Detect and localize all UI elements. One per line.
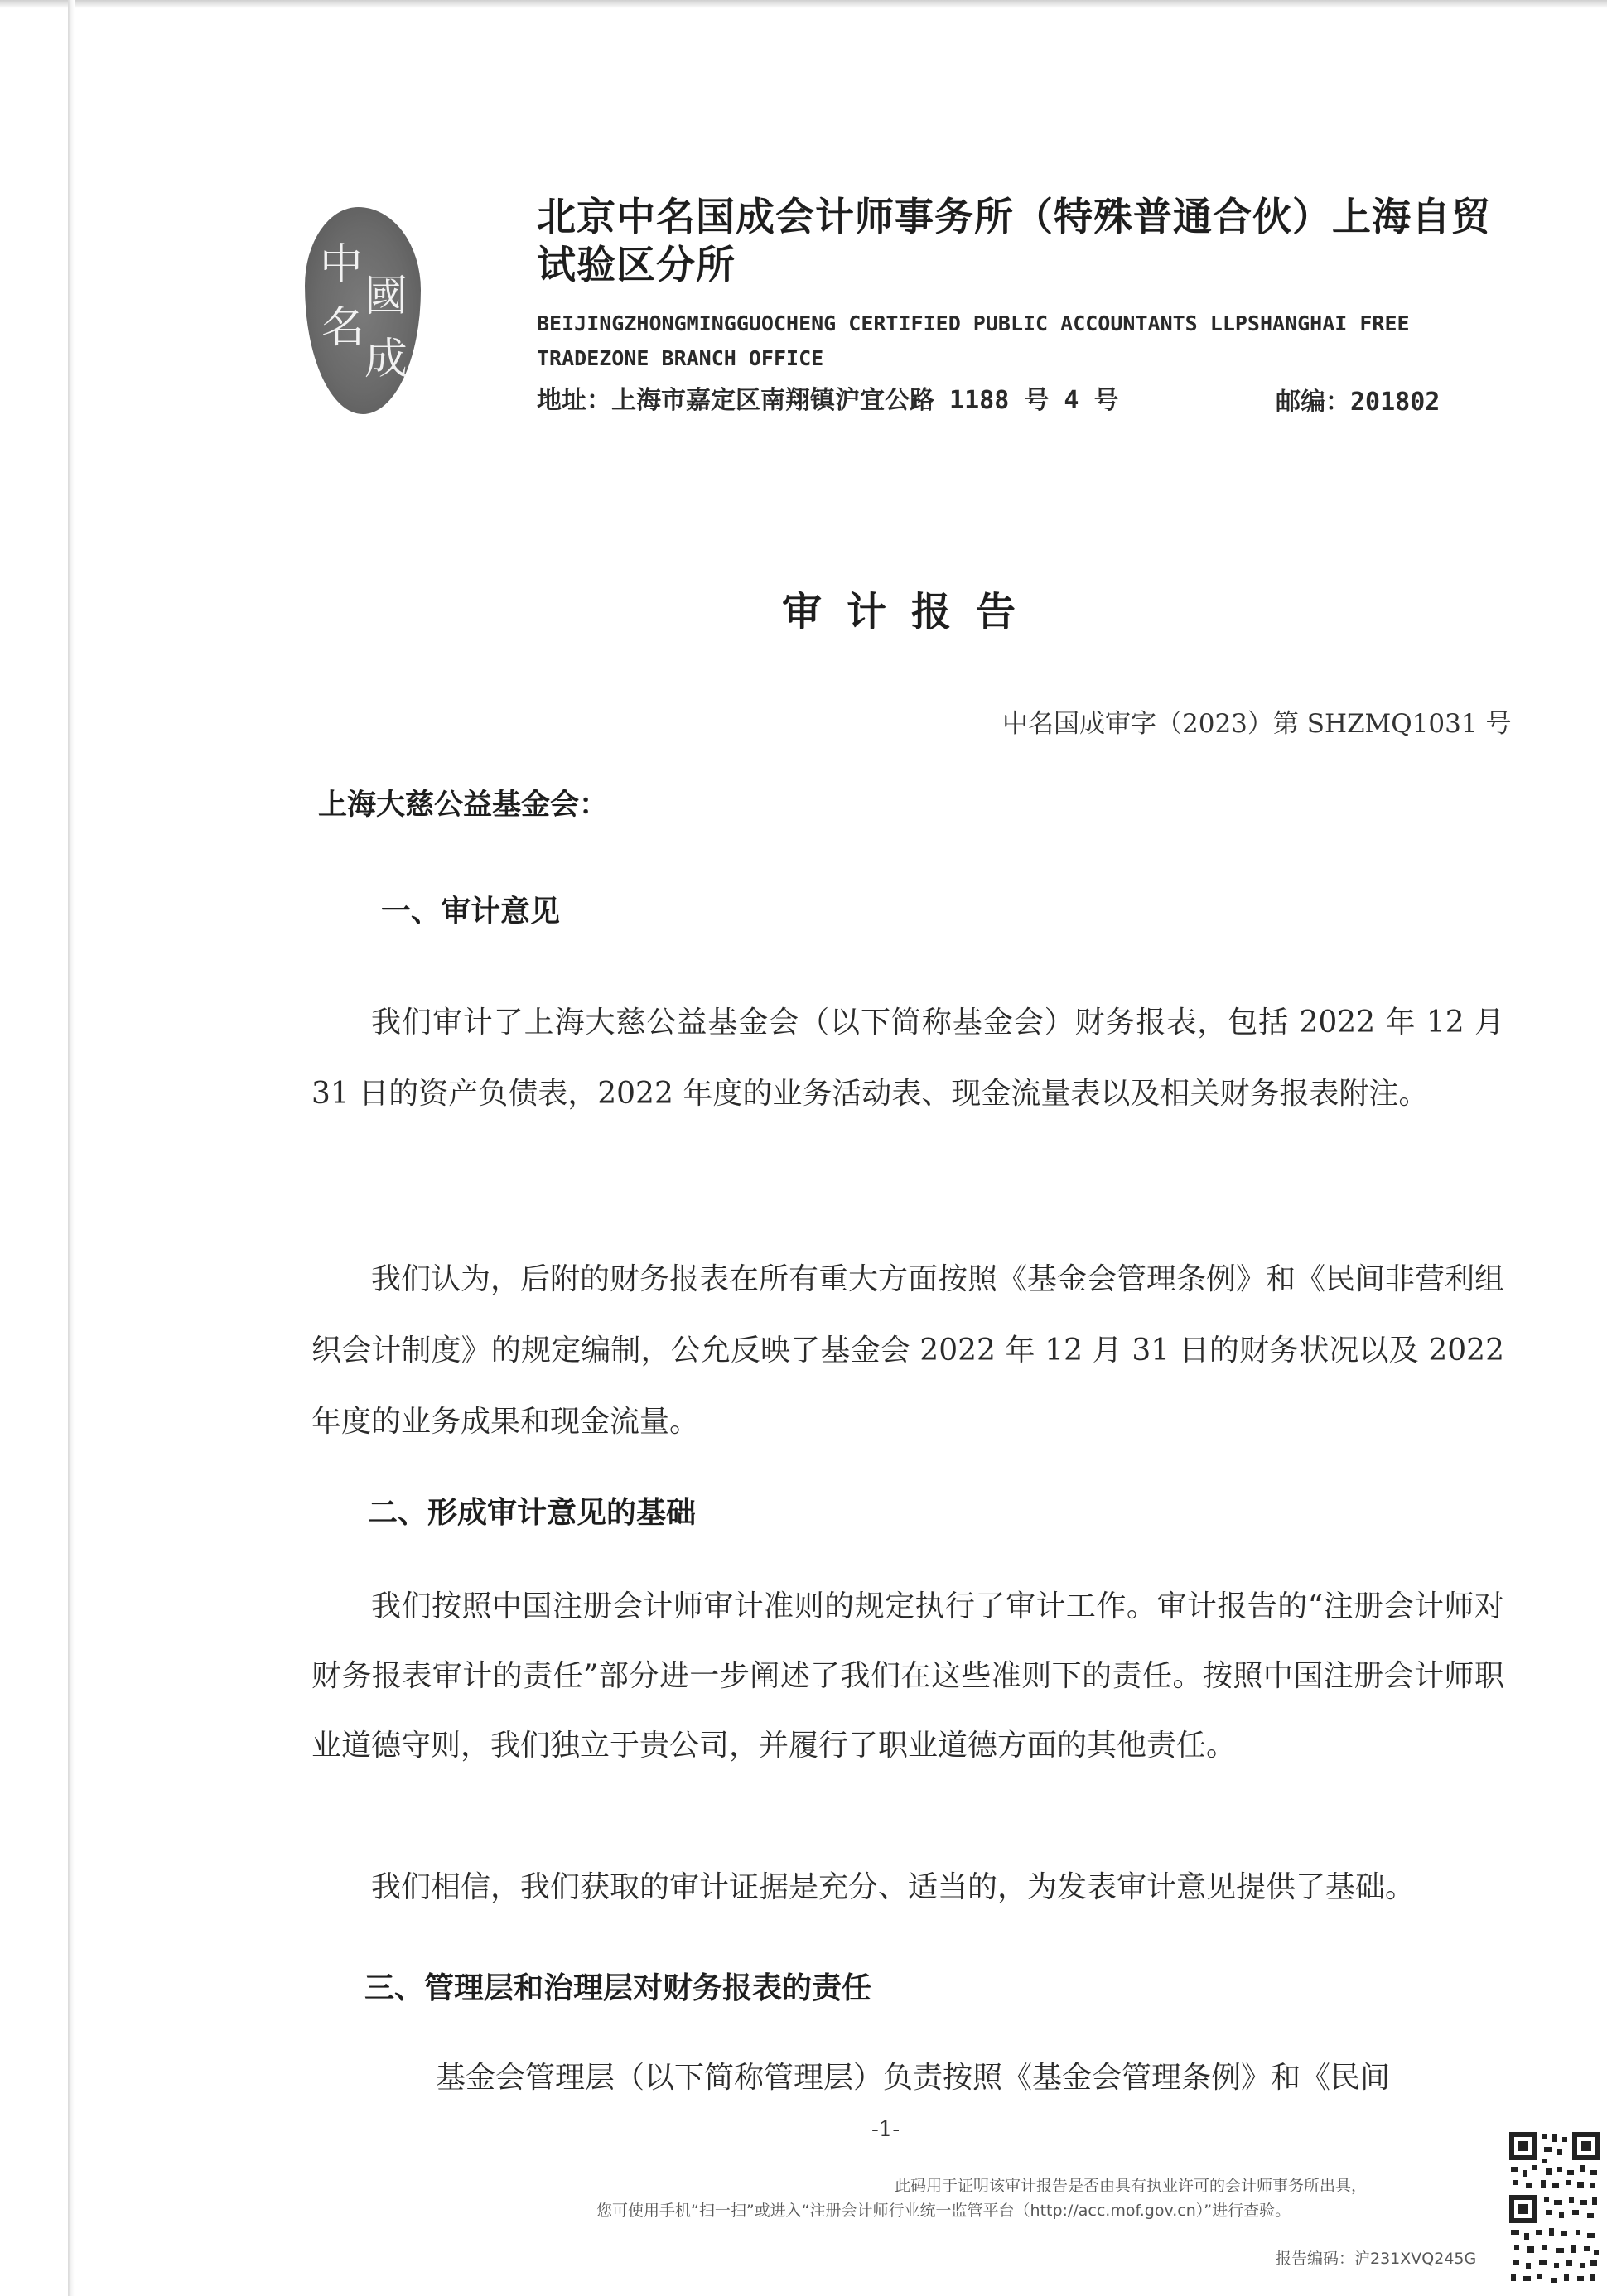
verification-note: 您可使用手机“扫一扫”或进入“注册会计师行业统一监管平台（http://acc.mof.gov.cn）”进行查验。 [596, 2202, 1291, 2220]
section-heading: 二、形成审计意见的基础 [368, 1496, 697, 1530]
paragraph: 我们相信，我们获取的审计证据是充分、适当的，为发表审计意见提供了基础。 [371, 1870, 1416, 1904]
firm-address: 地址：上海市嘉定区南翔镇沪宜公路 1188 号 4 号 [537, 386, 1119, 415]
seal-char: 中 [320, 240, 364, 290]
report-code: 报告编码：沪231XVQ245G [1276, 2250, 1477, 2268]
seal-char: 國 [364, 272, 408, 321]
paragraph: 我们审计了上海大慈公益基金会（以下简称基金会）财务报表，包括 2022 年 12 月 31 日的资产负债表，2022 年度的业务活动表、现金流量表以及相关财务报表附注。 [311, 1006, 1504, 1111]
seal-char: 名 [321, 303, 365, 353]
firm-name-chinese: 北京中名国成会计师事务所（特殊普通合伙）上海自贸试验区分所 [537, 195, 1491, 288]
section-heading: 三、管理层和治理层对财务报表的责任 [364, 1971, 872, 2005]
report-reference-number: 中名国成审字（2023）第 SHZMQ1031 号 [1002, 709, 1512, 739]
page-number: -1- [871, 2117, 900, 2142]
section-heading: 一、审计意见 [381, 895, 561, 929]
seal-char: 成 [364, 335, 408, 384]
paragraph: 基金会管理层（以下简称管理层）负责按照《基金会管理条例》和《民间 [436, 2061, 1391, 2095]
report-addressee: 上海大慈公益基金会： [318, 789, 609, 822]
firm-name-english: BEIJINGZHONGMINGGUOCHENG CERTIFIED PUBLIC ACCOUNTANTS LLPSHANGHAI FREE TRADEZONE BRANCH OFFICE [537, 311, 1410, 370]
firm-postcode: 邮编：201802 [1276, 388, 1441, 417]
scan-page-edge [68, 0, 75, 2296]
paragraph: 我们认为，后附的财务报表在所有重大方面按照《基金会管理条例》和《民间非营利组织会计制度》的规定编制，公允反映了基金会 2022 年 12 月 31 日的财务状况以及 2022 年度的业务成果和现金流量。 [311, 1262, 1505, 1439]
firm-seal-logo [305, 207, 421, 414]
paragraph: 我们按照中国注册会计师审计准则的规定执行了审计工作。审计报告的“注册会计师对财务报表审计的责任”部分进一步阐述了我们在这些准则下的责任。按照中国注册会计师职业道德守则，我们独立于贵公司，并履行了职业道德方面的其他责任。 [311, 1589, 1504, 1763]
verification-note: 此码用于证明该审计报告是否由具有执业许可的会计师事务所出具， [895, 2177, 1368, 2195]
report-title: 审计报告 [781, 589, 1040, 635]
scan-top-edge [0, 0, 1607, 8]
verification-qr-code [1508, 2130, 1602, 2288]
